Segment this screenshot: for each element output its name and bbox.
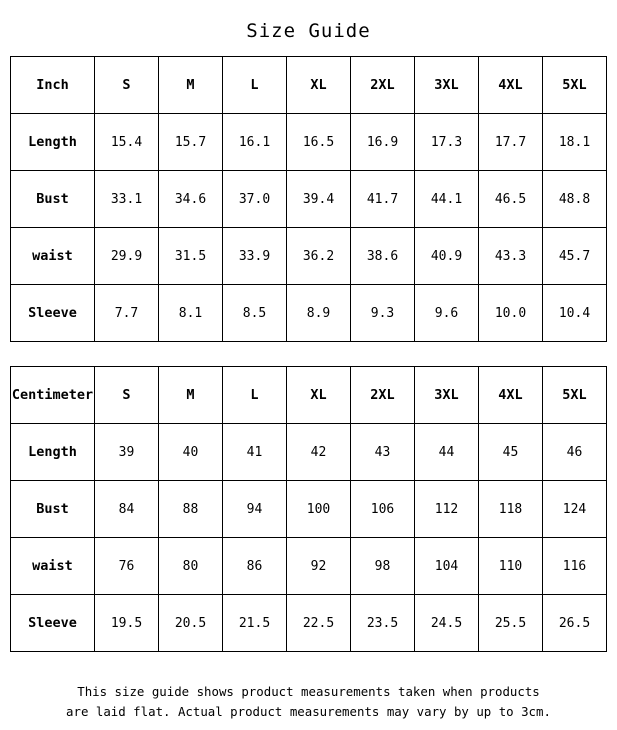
cell-value: 94	[223, 481, 287, 538]
row-label-sleeve: Sleeve	[11, 595, 95, 652]
unit-header-inch: Inch	[11, 57, 95, 114]
cell-value: 36.2	[287, 228, 351, 285]
cell-value: 8.1	[159, 285, 223, 342]
cell-value: 39	[95, 424, 159, 481]
cell-value: 44.1	[415, 171, 479, 228]
cell-value: 46	[543, 424, 607, 481]
table-row	[11, 595, 607, 652]
cell-value: 43.3	[479, 228, 543, 285]
cell-value: 33.9	[223, 228, 287, 285]
cell-value: 88	[159, 481, 223, 538]
cell-value: 43	[351, 424, 415, 481]
cell-value: 8.9	[287, 285, 351, 342]
column-header-s: S	[95, 367, 159, 424]
column-header-3xl: 3XL	[415, 367, 479, 424]
cell-value: 46.5	[479, 171, 543, 228]
cell-value: 23.5	[351, 595, 415, 652]
cell-value: 7.7	[95, 285, 159, 342]
cell-value: 18.1	[543, 114, 607, 171]
cell-value: 19.5	[95, 595, 159, 652]
cell-value: 9.6	[415, 285, 479, 342]
unit-header-centimeter: Centimeter	[11, 367, 95, 424]
column-header-xl: XL	[287, 367, 351, 424]
cell-value: 84	[95, 481, 159, 538]
cell-value: 17.7	[479, 114, 543, 171]
footnote-line-1: This size guide shows product measurements taken when products	[77, 684, 540, 699]
cell-value: 8.5	[223, 285, 287, 342]
cell-value: 22.5	[287, 595, 351, 652]
table-row	[11, 228, 607, 285]
cell-value: 124	[543, 481, 607, 538]
table-row	[11, 481, 607, 538]
cell-value: 45.7	[543, 228, 607, 285]
footnote-line-2: are laid flat. Actual product measurements may vary by up to 3cm.	[66, 704, 551, 719]
cell-value: 31.5	[159, 228, 223, 285]
cell-value: 39.4	[287, 171, 351, 228]
cell-value: 45	[479, 424, 543, 481]
row-label-length: Length	[11, 424, 95, 481]
cell-value: 110	[479, 538, 543, 595]
cell-value: 40	[159, 424, 223, 481]
column-header-l: L	[223, 57, 287, 114]
column-header-4xl: 4XL	[479, 57, 543, 114]
cell-value: 29.9	[95, 228, 159, 285]
cell-value: 33.1	[95, 171, 159, 228]
table-row	[11, 424, 607, 481]
cell-value: 116	[543, 538, 607, 595]
cell-value: 10.4	[543, 285, 607, 342]
cell-value: 16.1	[223, 114, 287, 171]
table-row	[11, 538, 607, 595]
table-header-row	[11, 57, 607, 114]
cell-value: 15.4	[95, 114, 159, 171]
cell-value: 9.3	[351, 285, 415, 342]
cell-value: 21.5	[223, 595, 287, 652]
table-row	[11, 114, 607, 171]
cell-value: 15.7	[159, 114, 223, 171]
cell-value: 112	[415, 481, 479, 538]
cell-value: 86	[223, 538, 287, 595]
cell-value: 40.9	[415, 228, 479, 285]
cell-value: 41.7	[351, 171, 415, 228]
size-table-inch	[10, 56, 607, 342]
cell-value: 38.6	[351, 228, 415, 285]
cell-value: 98	[351, 538, 415, 595]
cell-value: 20.5	[159, 595, 223, 652]
row-label-waist: waist	[11, 538, 95, 595]
column-header-s: S	[95, 57, 159, 114]
footnote	[0, 682, 617, 722]
row-label-length: Length	[11, 114, 95, 171]
cell-value: 100	[287, 481, 351, 538]
cell-value: 118	[479, 481, 543, 538]
row-label-bust: Bust	[11, 171, 95, 228]
cell-value: 25.5	[479, 595, 543, 652]
table-row	[11, 171, 607, 228]
cell-value: 16.5	[287, 114, 351, 171]
table-separator	[10, 342, 607, 366]
table-row	[11, 285, 607, 342]
page-title: Size Guide	[246, 20, 371, 42]
row-label-waist: waist	[11, 228, 95, 285]
column-header-l: L	[223, 367, 287, 424]
cell-value: 106	[351, 481, 415, 538]
cell-value: 44	[415, 424, 479, 481]
column-header-m: M	[159, 367, 223, 424]
cell-value: 48.8	[543, 171, 607, 228]
column-header-3xl: 3XL	[415, 57, 479, 114]
cell-value: 80	[159, 538, 223, 595]
column-header-5xl: 5XL	[543, 367, 607, 424]
cell-value: 24.5	[415, 595, 479, 652]
column-header-xl: XL	[287, 57, 351, 114]
cell-value: 37.0	[223, 171, 287, 228]
cell-value: 41	[223, 424, 287, 481]
cell-value: 34.6	[159, 171, 223, 228]
cell-value: 10.0	[479, 285, 543, 342]
cell-value: 76	[95, 538, 159, 595]
row-label-bust: Bust	[11, 481, 95, 538]
column-header-4xl: 4XL	[479, 367, 543, 424]
table-header-row	[11, 367, 607, 424]
column-header-m: M	[159, 57, 223, 114]
cell-value: 16.9	[351, 114, 415, 171]
row-label-sleeve: Sleeve	[11, 285, 95, 342]
cell-value: 92	[287, 538, 351, 595]
cell-value: 26.5	[543, 595, 607, 652]
cell-value: 42	[287, 424, 351, 481]
cell-value: 104	[415, 538, 479, 595]
column-header-2xl: 2XL	[351, 57, 415, 114]
column-header-5xl: 5XL	[543, 57, 607, 114]
cell-value: 17.3	[415, 114, 479, 171]
column-header-2xl: 2XL	[351, 367, 415, 424]
size-table-centimeter	[10, 366, 607, 652]
